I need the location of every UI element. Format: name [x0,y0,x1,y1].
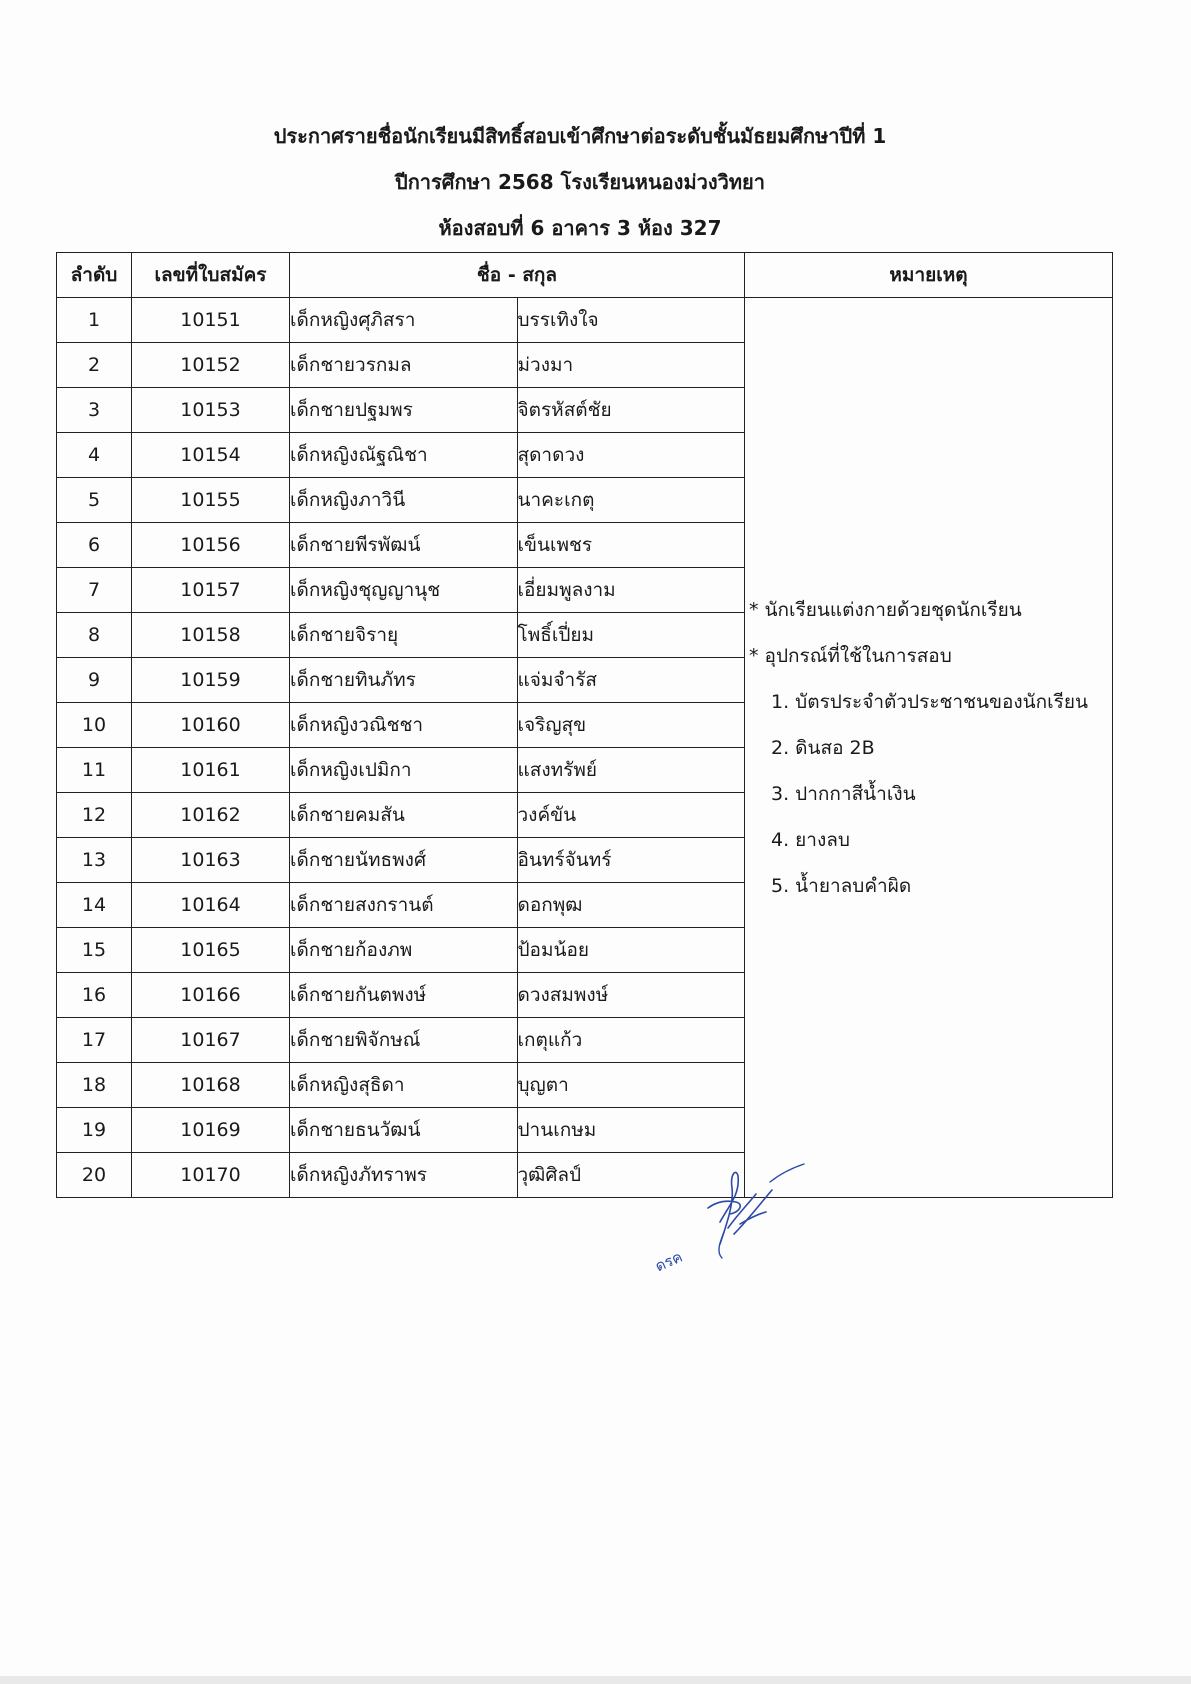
remarks-list [745,587,1112,909]
row-no: 17 [57,1018,132,1063]
row-application-number: 10167 [132,1018,290,1063]
row-last-name: บรรเทิงใจ [517,298,745,343]
row-first-name: เด็กหญิงเปมิกา [290,748,518,793]
row-first-name: เด็กชายปฐมพร [290,388,518,433]
row-no: 13 [57,838,132,883]
row-no: 8 [57,613,132,658]
row-first-name: เด็กชายกันตพงษ์ [290,973,518,1018]
equipment-item: 2. ดินสอ 2B [771,736,875,759]
equipment-item: 1. บัตรประจำตัวประชาชนของนักเรียน [771,690,1088,713]
remark-uniform: * นักเรียนแต่งกายด้วยชุดนักเรียน [749,598,1022,621]
row-application-number: 10168 [132,1063,290,1108]
row-no: 12 [57,793,132,838]
row-application-number: 10163 [132,838,290,883]
row-application-number: 10159 [132,658,290,703]
row-application-number: 10153 [132,388,290,433]
row-application-number: 10155 [132,478,290,523]
row-last-name: บุญตา [517,1063,745,1108]
row-application-number: 10156 [132,523,290,568]
equipment-item: 5. น้ำยาลบคำผิด [771,874,912,897]
row-last-name: ดอกพุฒ [517,883,745,928]
table-header-row [57,253,1113,298]
row-first-name: เด็กชายนัทธพงศ์ [290,838,518,883]
scan-edge [0,1676,1191,1684]
row-first-name: เด็กชายจิรายุ [290,613,518,658]
row-no: 15 [57,928,132,973]
row-first-name: เด็กหญิงศุภิสรา [290,298,518,343]
equipment-item: 4. ยางลบ [771,828,850,851]
table-row [57,298,1113,343]
row-last-name: ป้อมน้อย [517,928,745,973]
row-last-name: อินทร์จันทร์ [517,838,745,883]
row-application-number: 10157 [132,568,290,613]
row-application-number: 10169 [132,1108,290,1153]
equipment-item: 3. ปากกาสีน้ำเงิน [771,782,916,805]
row-first-name: เด็กชายพิจักษณ์ [290,1018,518,1063]
row-last-name: สุดาดวง [517,433,745,478]
row-last-name: เอี่ยมพูลงาม [517,568,745,613]
row-no: 19 [57,1108,132,1153]
row-last-name: จิตรหัสต์ชัย [517,388,745,433]
row-no: 20 [57,1153,132,1198]
row-application-number: 10166 [132,973,290,1018]
header-no: ลำดับ [57,253,132,298]
row-first-name: เด็กชายก้องภพ [290,928,518,973]
row-last-name: วุฒิศิลป์ [517,1153,745,1198]
row-last-name: ดวงสมพงษ์ [517,973,745,1018]
row-last-name: เกตุแก้ว [517,1018,745,1063]
row-first-name: เด็กหญิงวณิชชา [290,703,518,748]
row-no: 16 [57,973,132,1018]
row-application-number: 10152 [132,343,290,388]
row-no: 14 [57,883,132,928]
row-first-name: เด็กชายธนวัฒน์ [290,1108,518,1153]
row-last-name: นาคะเกตุ [517,478,745,523]
title-line-2: ปีการศึกษา 2568 โรงเรียนหนองม่วงวิทยา [395,170,765,194]
row-last-name: แสงทรัพย์ [517,748,745,793]
row-no: 6 [57,523,132,568]
row-first-name: เด็กหญิงสุธิดา [290,1063,518,1108]
row-first-name: เด็กชายพีรพัฒน์ [290,523,518,568]
student-roster-table [56,252,1113,1198]
row-first-name: เด็กชายวรกมล [290,343,518,388]
row-first-name: เด็กหญิงณัฐณิชา [290,433,518,478]
row-application-number: 10154 [132,433,290,478]
row-last-name: โพธิ์เปี่ยม [517,613,745,658]
signature-annotation: ดรค [652,1247,686,1276]
row-last-name: แจ่มจำรัส [517,658,745,703]
header-remarks: หมายเหตุ [745,253,1113,298]
row-application-number: 10161 [132,748,290,793]
row-first-name: เด็กหญิงภัทราพร [290,1153,518,1198]
row-application-number: 10170 [132,1153,290,1198]
row-first-name: เด็กชายสงกรานต์ [290,883,518,928]
header-full-name: ชื่อ - สกุล [290,253,745,298]
row-application-number: 10162 [132,793,290,838]
signature-image [652,1164,830,1276]
row-no: 3 [57,388,132,433]
row-no: 7 [57,568,132,613]
row-application-number: 10158 [132,613,290,658]
row-no: 11 [57,748,132,793]
row-first-name: เด็กหญิงภาวินี [290,478,518,523]
row-last-name: วงค์ขัน [517,793,745,838]
title-line-3: ห้องสอบที่ 6 อาคาร 3 ห้อง 327 [438,216,722,240]
row-no: 18 [57,1063,132,1108]
row-application-number: 10165 [132,928,290,973]
row-last-name: ปานเกษม [517,1108,745,1153]
header-application-number: เลขที่ใบสมัคร [132,253,290,298]
row-first-name: เด็กหญิงชุญญานุช [290,568,518,613]
title-line-1: ประกาศรายชื่อนักเรียนมีสิทธิ์สอบเข้าศึกษาต่อระดับชั้นมัธยมศึกษาปีที่ 1 [273,124,887,148]
row-last-name: เจริญสุข [517,703,745,748]
row-no: 10 [57,703,132,748]
remark-equipment: * อุปกรณ์ที่ใช้ในการสอบ [749,644,952,667]
remarks-cell [745,298,1113,1198]
row-last-name: ม่วงมา [517,343,745,388]
row-application-number: 10151 [132,298,290,343]
row-no: 4 [57,433,132,478]
row-no: 2 [57,343,132,388]
row-first-name: เด็กชายทินภัทร [290,658,518,703]
row-last-name: เข็นเพชร [517,523,745,568]
row-no: 1 [57,298,132,343]
row-first-name: เด็กชายคมสัน [290,793,518,838]
row-application-number: 10160 [132,703,290,748]
row-application-number: 10164 [132,883,290,928]
table-body [57,298,1113,1198]
row-no: 9 [57,658,132,703]
row-no: 5 [57,478,132,523]
